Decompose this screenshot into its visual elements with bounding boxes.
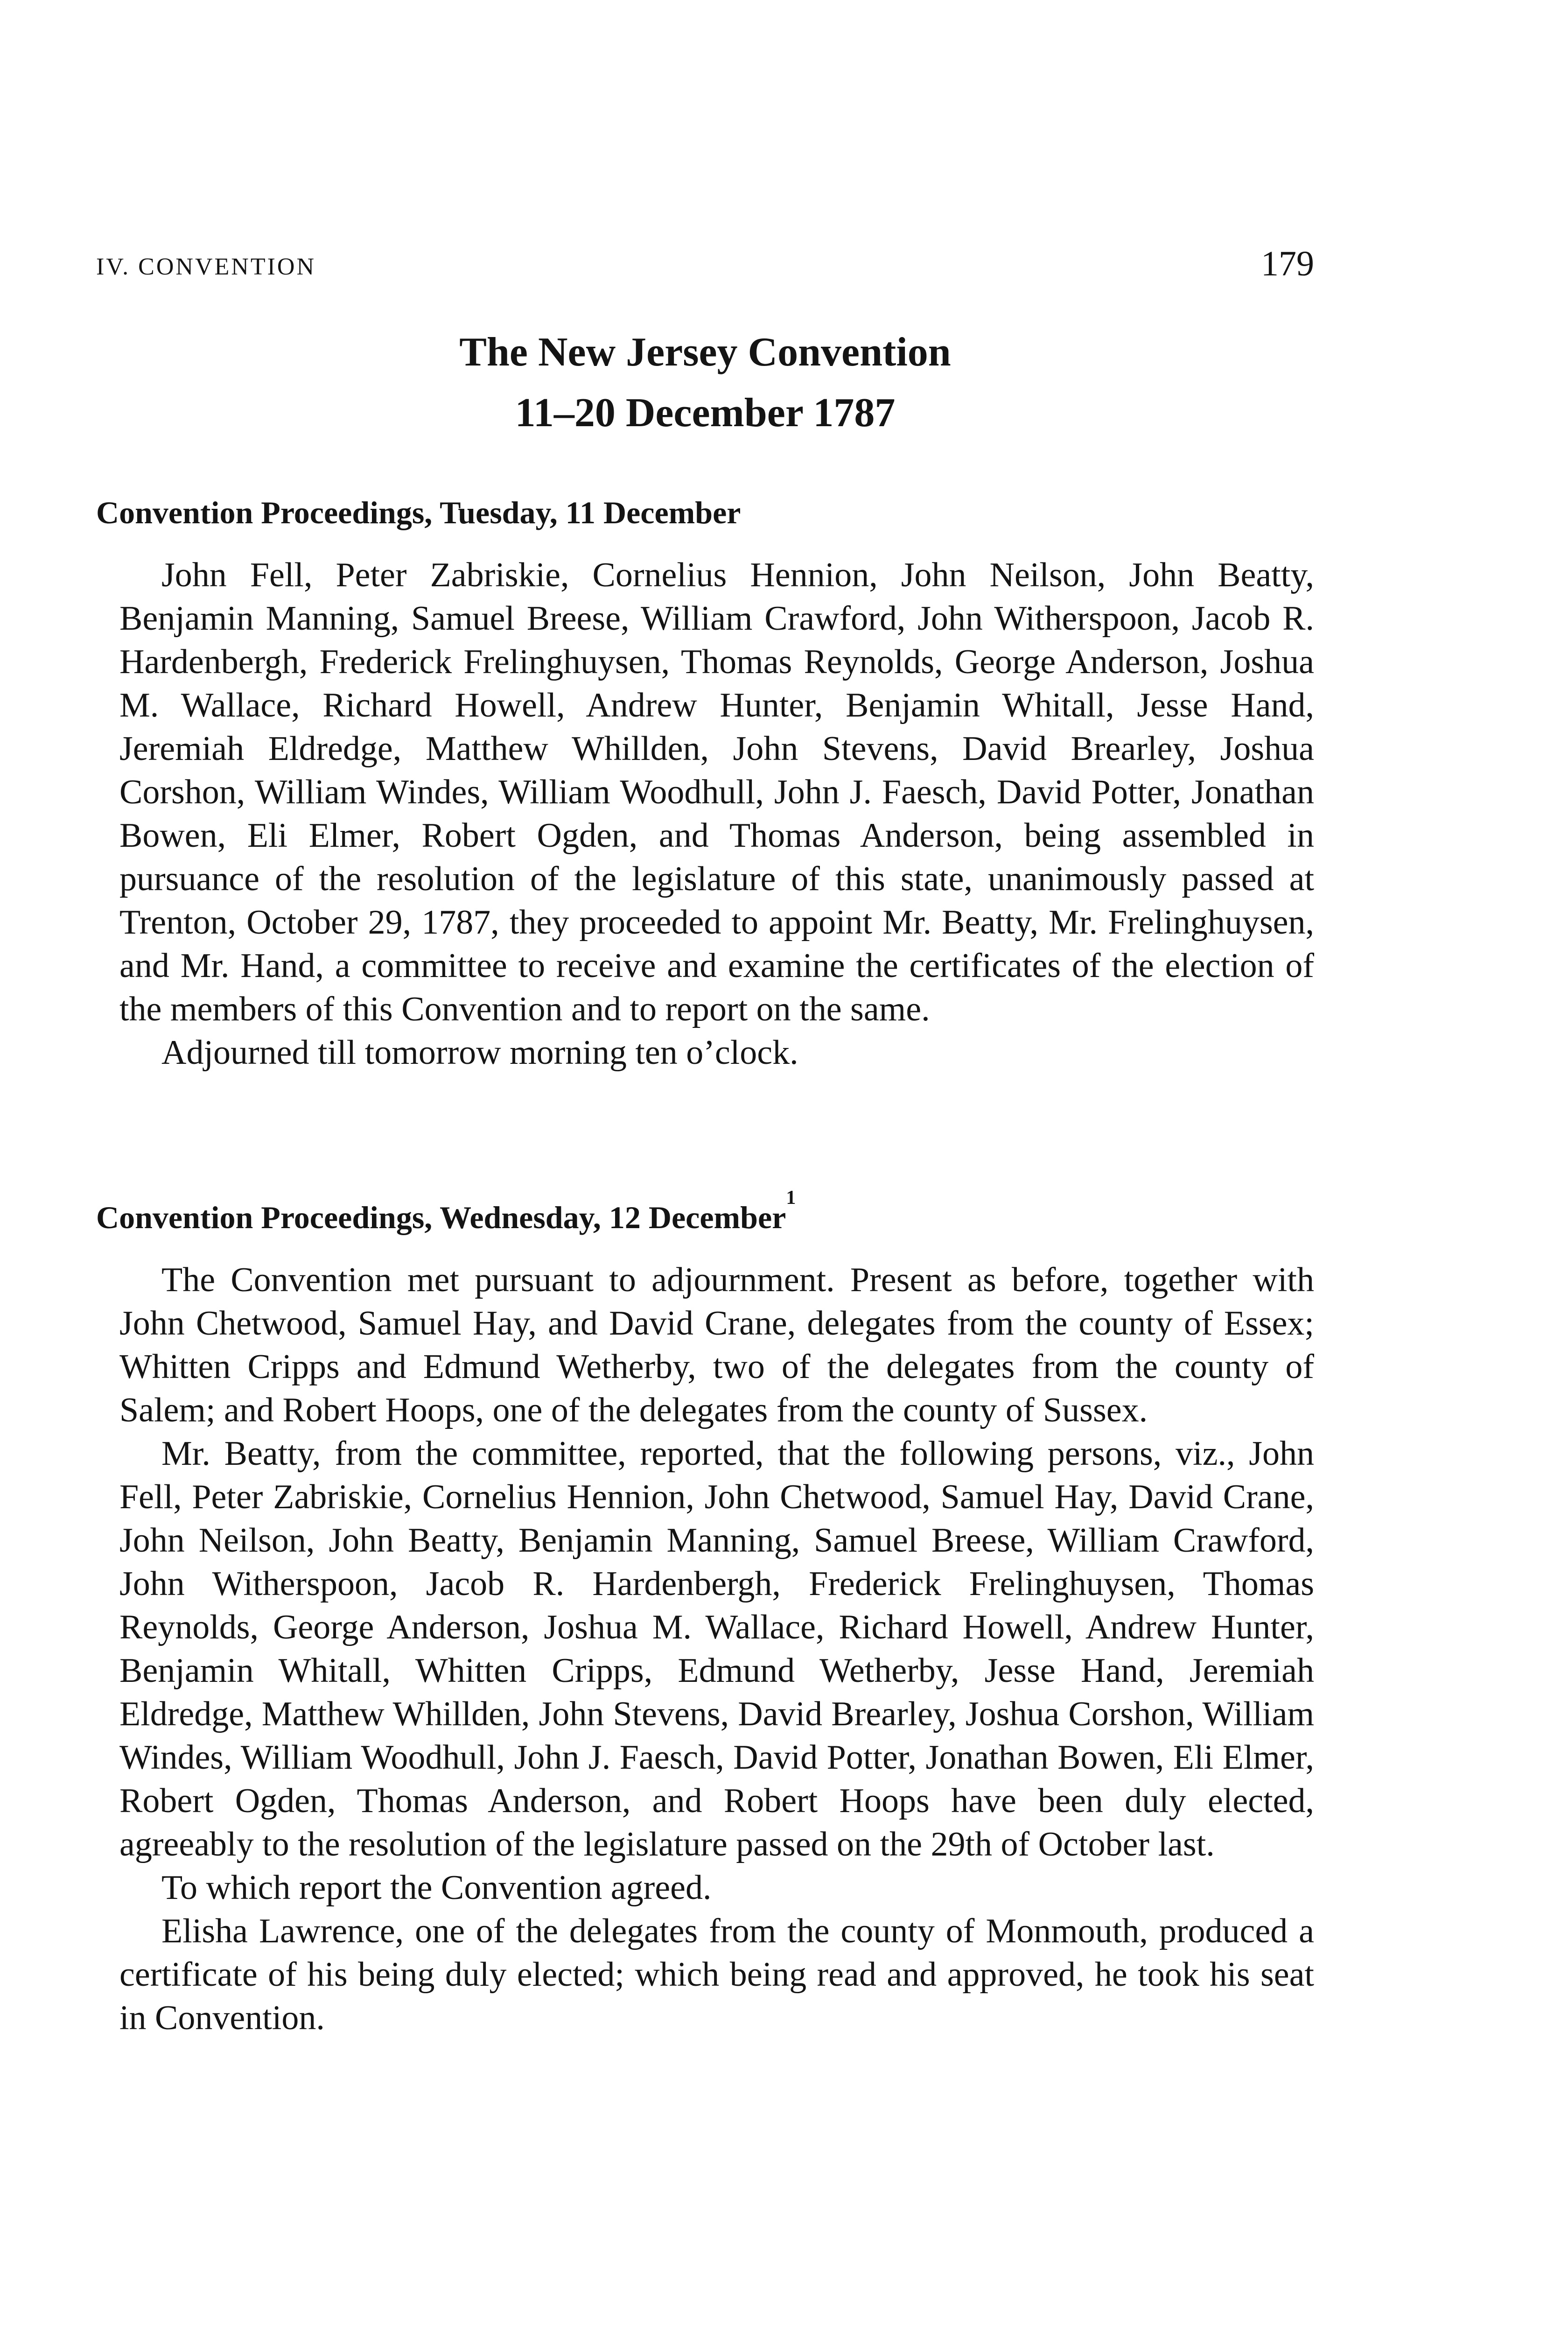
section-heading (96, 1187, 1314, 1240)
section-heading (96, 490, 1314, 535)
running-head (96, 243, 1314, 285)
paragraph-report-agreed: To which report the Convention agreed. (161, 1869, 712, 1907)
paragraph-convention-met: The Convention met pursuant to adjournment. Present as before, together with John Chetwood, Samuel Hay, and David Crane, delegates from the county of Essex; Whitten Cripps and Edmund Wetherby, two of the delegates from the county of Salem; and Robert Hoops, one of the delegates from the county of Sussex. (119, 1261, 1314, 1429)
running-head-section: IV. CONVENTION (96, 253, 316, 280)
section-wednesday-12-december (96, 1187, 1314, 2040)
chapter-title (96, 322, 1314, 443)
footnote-marker: 1 (786, 1187, 796, 1209)
page-number: 179 (1261, 244, 1314, 283)
section-heading-text: Convention Proceedings, Wednesday, 12 December (96, 1200, 786, 1235)
section-tuesday-11-december (96, 490, 1314, 1075)
paragraph-attendance: John Fell, Peter Zabriskie, Cornelius Hennion, John Neilson, John Beatty, Benjamin Manning, Samuel Breese, William Crawford, John Witherspoon, Jacob R. Hardenbergh, Frederick Frelinghuysen, Thomas Reynolds, George Anderson, Joshua M. Wallace, Richard Howell, Andrew Hunter, Benjamin Whitall, Jesse Hand, Jeremiah Eldredge, Matthew Whillden, John Stevens, David Brearley, Joshua Corshon, William Windes, William Woodhull, John J. Faesch, David Potter, Jonathan Bowen, Eli Elmer, Robert Ogden, and Thomas Anderson, being assembled in pursuance of the resolution of the legislature of this state, unanimously passed at Trenton, October 29, 1787, they proceeded to appoint Mr. Beatty, Mr. Frelinghuysen, and Mr. Hand, a committee to receive and examine the certificates of the election of the members of this Convention and to report on the same. (119, 556, 1314, 1028)
section-heading-text: Convention Proceedings, Tuesday, 11 December (96, 495, 741, 530)
chapter-title-line-2: 11–20 December 1787 (515, 390, 896, 436)
paragraph-elisha-lawrence: Elisha Lawrence, one of the delegates from the county of Monmouth, produced a certificate of his being duly elected; which being read and approved, he took his seat in Convention. (119, 1912, 1314, 2037)
paragraph-committee-report: Mr. Beatty, from the committee, reported, that the following persons, viz., John Fell, Peter Zabriskie, Cornelius Hennion, John Chetwood, Samuel Hay, David Crane, John Neilson, John Beatty, Benjamin Manning, Samuel Breese, William Crawford, John Witherspoon, Jacob R. Hardenbergh, Frederick Frelinghuysen, Thomas Reynolds, George Anderson, Joshua M. Wallace, Richard Howell, Andrew Hunter, Benjamin Whitall, Whitten Cripps, Edmund Wetherby, Jesse Hand, Jeremiah Eldredge, Matthew Whillden, John Stevens, David Brearley, Joshua Corshon, William Windes, William Woodhull, John J. Faesch, David Potter, Jonathan Bowen, Eli Elmer, Robert Ogden, Thomas Anderson, and Robert Hoops have been duly elected, agreeably to the resolution of the legislature passed on the 29th of October last. (119, 1434, 1314, 1863)
paragraph-adjourned: Adjourned till tomorrow morning ten o’clock. (161, 1033, 798, 1072)
chapter-title-line-1: The New Jersey Convention (459, 330, 951, 375)
